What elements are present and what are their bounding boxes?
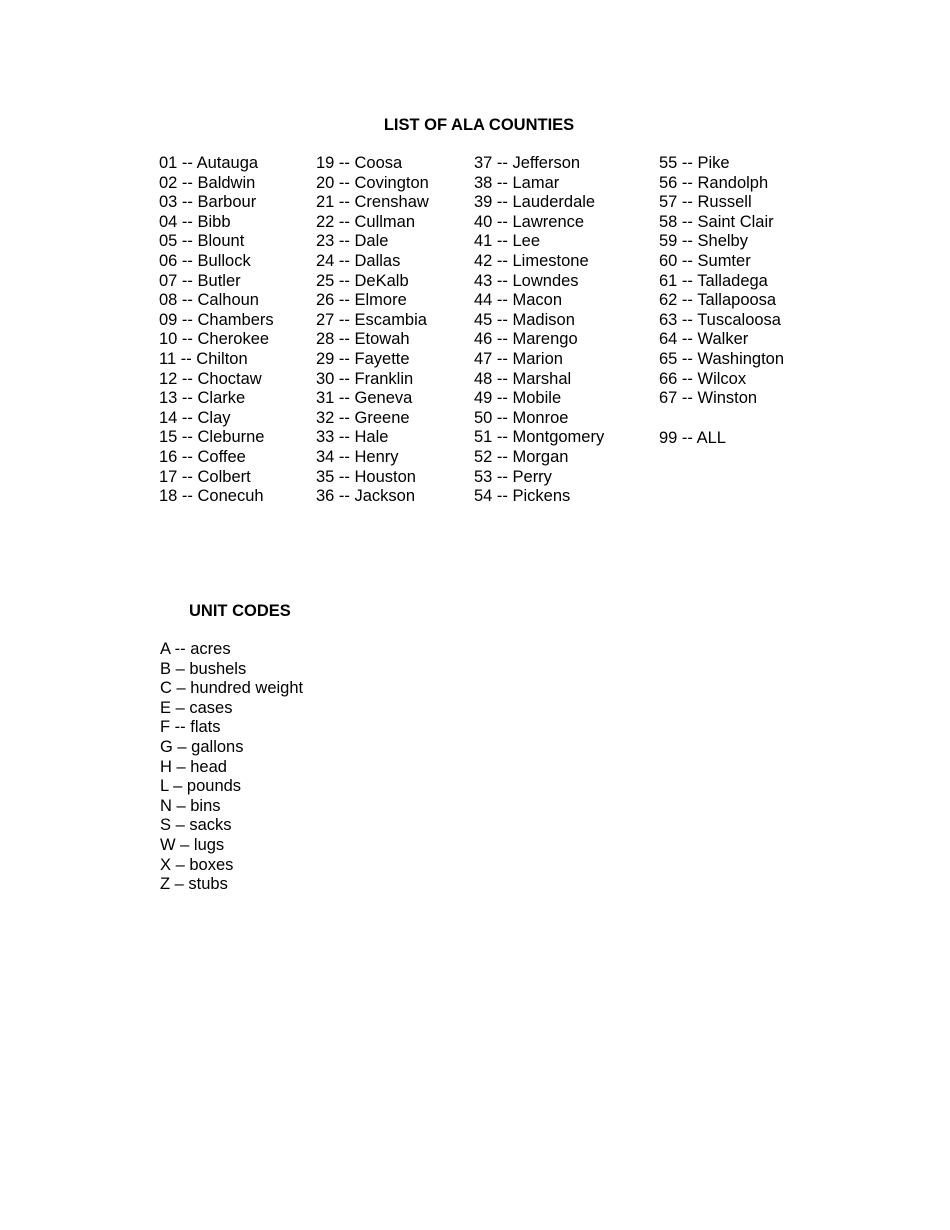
county-entry: 04 -- Bibb xyxy=(159,212,231,231)
unit-code-entry: W – lugs xyxy=(160,835,225,854)
county-column-4 xyxy=(659,154,784,409)
unit-code-entry: C – hundred weight xyxy=(160,679,304,698)
county-entry: 44 -- Macon xyxy=(474,291,563,310)
county-entry: 65 -- Washington xyxy=(659,349,785,368)
unit-code-entry: Z – stubs xyxy=(160,875,228,894)
county-entry: 63 -- Tuscaloosa xyxy=(659,310,781,329)
county-entry: 02 -- Baldwin xyxy=(159,173,256,192)
county-entry-all: 99 -- ALL xyxy=(659,429,726,447)
county-entry: 07 -- Butler xyxy=(159,271,241,290)
unit-code-entry: N – bins xyxy=(160,796,221,815)
unit-code-entry: H – head xyxy=(160,757,227,776)
county-entry: 43 -- Lowndes xyxy=(474,271,579,290)
county-entry: 29 -- Fayette xyxy=(316,349,410,368)
county-entry: 03 -- Barbour xyxy=(159,193,257,212)
county-entry: 30 -- Franklin xyxy=(316,369,414,388)
county-entry: 16 -- Coffee xyxy=(159,447,246,466)
county-entry: 49 -- Mobile xyxy=(474,389,562,408)
county-entry: 10 -- Cherokee xyxy=(159,330,270,349)
unit-codes-list xyxy=(160,640,303,895)
county-entry: 08 -- Calhoun xyxy=(159,291,259,310)
county-entry: 32 -- Greene xyxy=(316,408,410,427)
county-column-1 xyxy=(159,154,274,507)
unit-code-entry: A -- acres xyxy=(160,640,231,658)
county-entry: 24 -- Dallas xyxy=(316,251,401,270)
county-entry: 42 -- Limestone xyxy=(474,251,589,270)
county-entry: 67 -- Winston xyxy=(659,389,758,408)
county-entry: 39 -- Lauderdale xyxy=(474,193,596,212)
county-entry: 19 -- Coosa xyxy=(316,154,403,172)
county-entry: 20 -- Covington xyxy=(316,173,429,192)
county-entry: 51 -- Montgomery xyxy=(474,428,605,447)
county-entry: 66 -- Wilcox xyxy=(659,369,747,388)
county-column-2 xyxy=(316,154,429,507)
county-entry: 46 -- Marengo xyxy=(474,330,578,349)
county-entry: 48 -- Marshal xyxy=(474,369,572,388)
county-entry: 05 -- Blount xyxy=(159,232,245,251)
county-entry: 45 -- Madison xyxy=(474,310,575,329)
county-entry: 38 -- Lamar xyxy=(474,173,560,192)
county-entry: 21 -- Crenshaw xyxy=(316,193,429,212)
county-entry: 37 -- Jefferson xyxy=(474,154,581,172)
county-entry: 27 -- Escambia xyxy=(316,310,427,329)
county-entry: 56 -- Randolph xyxy=(659,173,769,192)
county-entry: 52 -- Morgan xyxy=(474,447,569,466)
county-entry: 12 -- Choctaw xyxy=(159,369,262,388)
unit-code-entry: S – sacks xyxy=(160,816,232,835)
county-entry: 22 -- Cullman xyxy=(316,212,416,231)
county-entry: 18 -- Conecuh xyxy=(159,487,264,506)
county-entry: 31 -- Geneva xyxy=(316,389,413,408)
unit-code-entry: E – cases xyxy=(160,698,233,717)
county-entry: 23 -- Dale xyxy=(316,232,389,251)
county-entry: 40 -- Lawrence xyxy=(474,212,585,231)
county-entry: 28 -- Etowah xyxy=(316,330,410,349)
unit-code-entry: G – gallons xyxy=(160,737,244,756)
county-entry: 06 -- Bullock xyxy=(159,251,251,270)
county-entry: 61 -- Talladega xyxy=(659,271,768,290)
page-title: LIST OF ALA COUNTIES xyxy=(383,116,575,134)
county-entry: 09 -- Chambers xyxy=(159,310,274,329)
unit-code-entry: F -- flats xyxy=(160,718,221,737)
county-entry: 14 -- Clay xyxy=(159,408,231,427)
county-entry: 64 -- Walker xyxy=(659,330,749,349)
county-entry: 34 -- Henry xyxy=(316,447,399,466)
county-entry: 17 -- Colbert xyxy=(159,467,251,486)
unit-code-entry: X – boxes xyxy=(160,855,234,874)
county-entry: 62 -- Tallapoosa xyxy=(659,291,777,310)
unit-code-entry: L – pounds xyxy=(160,777,242,796)
county-entry: 47 -- Marion xyxy=(474,349,563,368)
county-entry: 26 -- Elmore xyxy=(316,291,407,310)
county-entry: 53 -- Perry xyxy=(474,467,552,486)
unit-code-entry: B – bushels xyxy=(160,659,247,678)
county-entry: 57 -- Russell xyxy=(659,193,752,212)
county-entry: 59 -- Shelby xyxy=(659,232,748,251)
county-entry: 01 -- Autauga xyxy=(159,154,259,172)
county-entry: 54 -- Pickens xyxy=(474,487,571,506)
county-entry: 35 -- Houston xyxy=(316,467,416,486)
unit-codes-title: UNIT CODES xyxy=(189,602,291,620)
county-entry: 11 -- Chilton xyxy=(159,349,248,368)
county-entry: 41 -- Lee xyxy=(474,232,541,251)
county-entry: 58 -- Saint Clair xyxy=(659,212,774,231)
county-column-3 xyxy=(474,154,604,507)
county-entry: 60 -- Sumter xyxy=(659,251,751,270)
county-entry: 55 -- Pike xyxy=(659,154,730,172)
county-entry: 36 -- Jackson xyxy=(316,487,416,506)
county-entry: 13 -- Clarke xyxy=(159,389,246,408)
county-entry: 50 -- Monroe xyxy=(474,408,569,427)
county-entry: 15 -- Cleburne xyxy=(159,428,265,447)
county-entry: 25 -- DeKalb xyxy=(316,271,409,290)
county-entry: 33 -- Hale xyxy=(316,428,389,447)
